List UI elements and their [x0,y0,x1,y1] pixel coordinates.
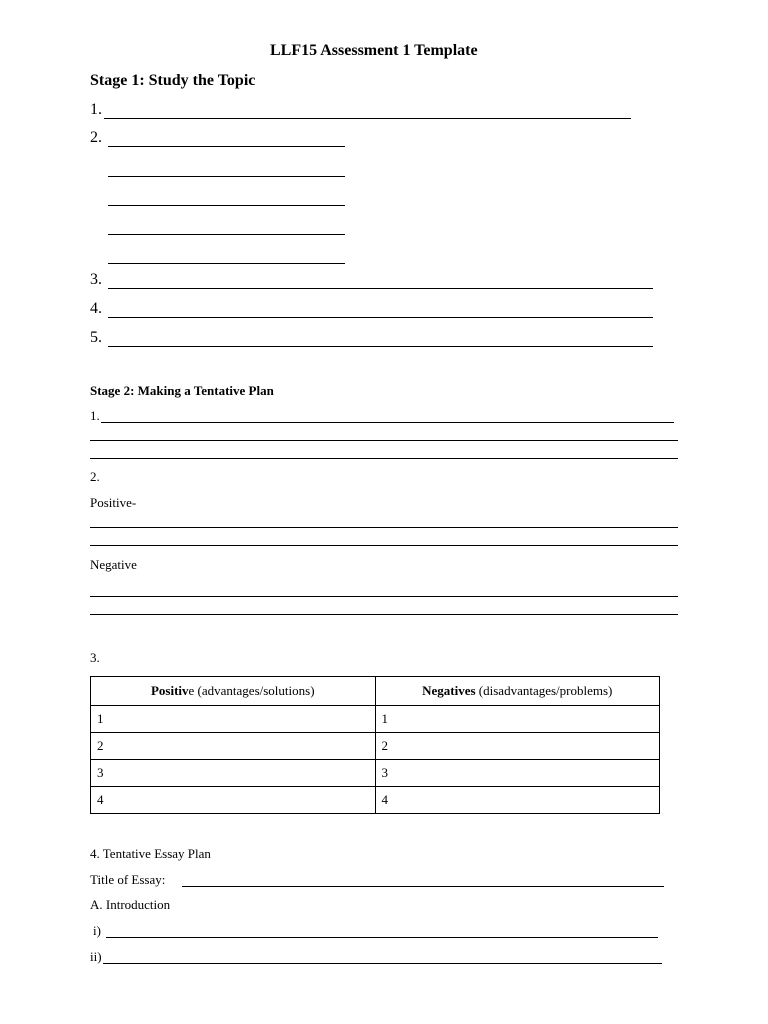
table-cell-negative[interactable]: 3 [375,760,660,787]
negatives-header-rest: (disadvantages/problems) [475,683,613,698]
positives-header-bold: Positiv [150,683,189,698]
intro-item-i-blank[interactable] [106,937,658,938]
stage1-item-2-number: 2. [90,129,102,146]
introduction-label: A. Introduction [90,897,171,912]
stage1-item-4-number: 4. [90,300,102,317]
stage1-item-2-blank-3[interactable] [108,205,345,206]
stage2-heading: Stage 2: Making a Tentative Plan [90,383,274,398]
stage1-item-1-number: 1. [90,101,102,118]
table-cell-positive[interactable]: 3 [91,760,376,787]
intro-item-ii-label: ii) [90,949,102,964]
stage2-item-1-blank-3[interactable] [90,458,678,459]
positives-header-rest: e (advantages/solutions) [188,683,315,698]
positives-column-header [91,677,376,706]
negatives-header-bold: Negatives [422,683,476,698]
table-cell-negative[interactable]: 1 [375,706,660,733]
table-row [91,760,660,787]
table-header-row [91,677,660,706]
stage2-item-1-blank-2[interactable] [90,440,678,441]
negative-blank-2[interactable] [90,614,678,615]
stage1-item-3-blank[interactable] [108,288,653,289]
document-title: LLF15 Assessment 1 Template [270,42,478,59]
table-cell-negative[interactable]: 4 [375,787,660,814]
negative-label: Negative [90,557,137,572]
negatives-column-header [375,677,660,706]
positive-blank-1[interactable] [90,527,678,528]
table-row [91,733,660,760]
stage1-item-2-blank-1[interactable] [108,146,345,147]
stage1-heading: Stage 1: Study the Topic [90,72,256,89]
stage2-item-1-blank-1[interactable] [101,422,674,423]
stage1-item-1-blank[interactable] [104,118,631,119]
essay-title-label: Title of Essay: [90,872,166,887]
stage2-item-1-number: 1. [90,408,100,423]
stage1-item-3-number: 3. [90,271,102,288]
table-row [91,787,660,814]
essay-plan-heading: 4. Tentative Essay Plan [90,846,211,861]
table-row [91,706,660,733]
negative-blank-1[interactable] [90,596,678,597]
table-cell-positive[interactable]: 2 [91,733,376,760]
table-cell-negative[interactable]: 2 [375,733,660,760]
table-cell-positive[interactable]: 1 [91,706,376,733]
positive-label: Positive- [90,495,137,510]
essay-title-blank[interactable] [182,886,664,887]
stage2-item-3-number: 3. [90,650,100,665]
positives-negatives-table [90,676,660,814]
stage2-item-2-number: 2. [90,469,100,484]
positive-blank-2[interactable] [90,545,678,546]
stage1-item-5-number: 5. [90,329,102,346]
stage1-item-2-blank-5[interactable] [108,263,345,264]
stage1-item-4-blank[interactable] [108,317,653,318]
intro-item-ii-blank[interactable] [103,963,662,964]
intro-item-i-label: i) [93,923,101,938]
stage1-item-2-blank-2[interactable] [108,176,345,177]
stage1-item-2-blank-4[interactable] [108,234,345,235]
stage1-item-5-blank[interactable] [108,346,653,347]
table-cell-positive[interactable]: 4 [91,787,376,814]
